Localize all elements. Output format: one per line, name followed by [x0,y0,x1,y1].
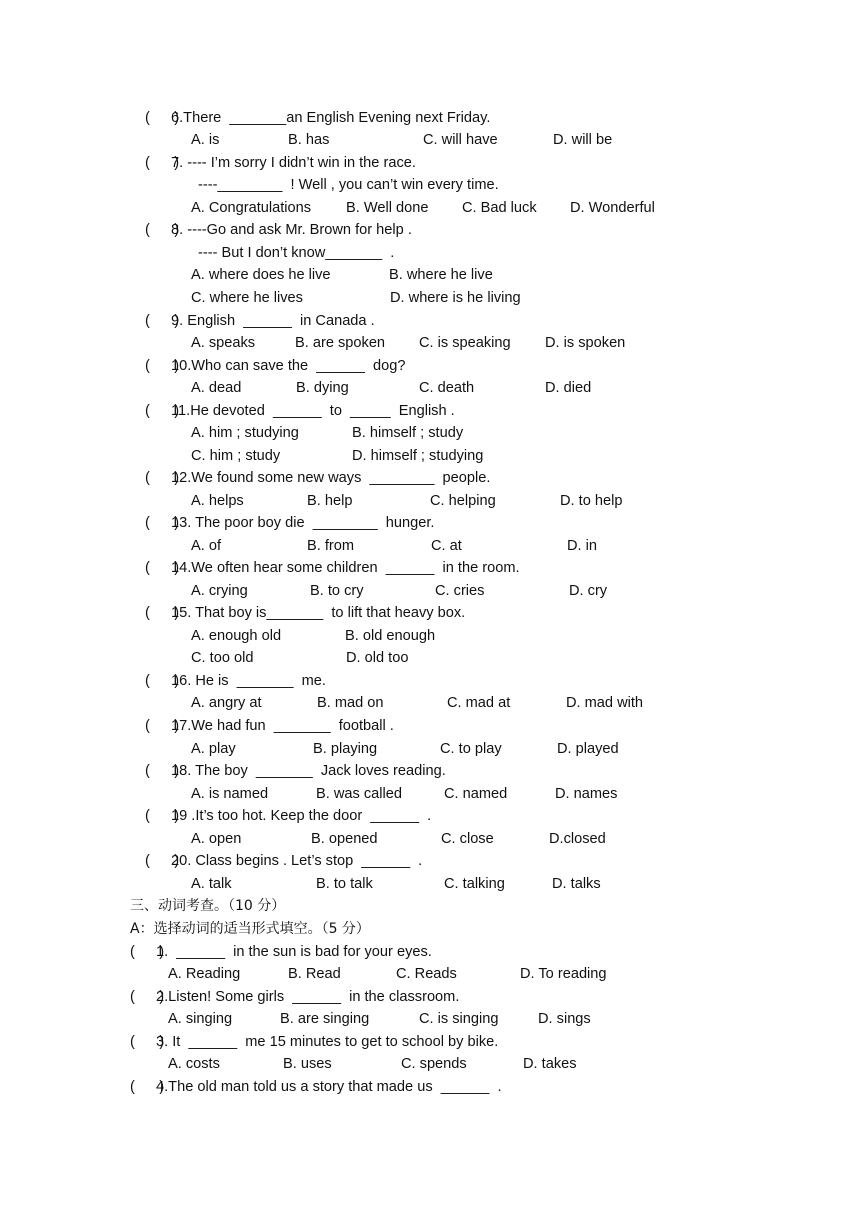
option-c: C. Reads [396,966,457,982]
section-3-part-a-heading: A：选择动词的适当形式填空。（5 分） [130,921,370,937]
answer-bracket[interactable]: ( ) [145,313,180,329]
question-6-options [0,129,613,151]
question-text: 20. Class begins . Let’s stop ______ . [171,853,423,869]
answer-bracket[interactable]: ( ) [145,222,180,238]
option-b: B. was called [316,786,402,802]
option-c: C. too old [191,650,254,666]
option-a: A. of [191,538,222,554]
option-b: B. are spoken [295,335,386,351]
question-7-options [0,197,655,219]
answer-bracket[interactable]: ( ) [130,1034,165,1050]
option-d: D. talks [552,876,601,892]
option-b: B. Read [288,966,341,982]
option-b: B. himself ; study [352,425,464,441]
option-d: D. to help [560,493,623,509]
question-8-options-row1 [0,264,493,286]
option-a: A. dead [191,380,242,396]
question-text: 11.He devoted ______ to _____ English . [171,403,455,419]
option-c: C. is singing [419,1011,499,1027]
question-15 [145,602,466,624]
question-8-options-row2 [0,287,521,309]
question-16 [145,670,326,692]
option-b: B. uses [283,1056,332,1072]
option-b: B. to cry [310,583,364,599]
question-10 [145,355,406,377]
option-c: C. talking [444,876,505,892]
option-a: A. Reading [168,966,241,982]
option-a: A. costs [168,1056,220,1072]
question-7 [145,152,416,174]
option-d: D. will be [553,132,613,148]
option-d: D.closed [549,831,606,847]
option-a: A. open [191,831,242,847]
question-text: 18. The boy _______ Jack loves reading. [171,763,446,779]
option-c: C. close [441,831,494,847]
option-c: C. helping [430,493,496,509]
answer-bracket[interactable]: ( ) [145,560,180,576]
answer-bracket[interactable]: ( ) [145,673,180,689]
option-c: C. where he lives [191,290,303,306]
question-text: 13. The poor boy die ________ hunger. [171,515,435,531]
question-8-dialogue: ---- But I don’t know_______ . [198,245,395,261]
answer-bracket[interactable]: ( ) [145,853,180,869]
answer-bracket[interactable]: ( ) [145,515,180,531]
section-3-heading: 三、动词考查。（10 分） [130,898,286,914]
answer-bracket[interactable]: ( ) [145,470,180,486]
question-7-dialogue: ----________ ! Well , you can’t win every time. [198,177,499,193]
answer-bracket[interactable]: ( ) [145,358,180,374]
answer-bracket[interactable]: ( ) [145,403,180,419]
question-12-options [0,490,623,512]
option-d: D. sings [538,1011,591,1027]
question-19 [145,805,432,827]
option-b: B. where he live [389,267,493,283]
option-c: C. at [431,538,462,554]
option-a: A. where does he live [191,267,331,283]
question-17-options [0,738,619,760]
option-d: D. is spoken [545,335,626,351]
option-c: C. death [419,380,475,396]
question-9 [145,310,375,332]
question-13 [145,512,435,534]
question-13-options [0,535,598,557]
question-text: 6.There _______an English Evening next Friday. [171,110,491,126]
option-b: B. to talk [316,876,373,892]
option-d: D. in [567,538,598,554]
section-3-question-2-options [0,1008,591,1030]
question-18-options [0,783,618,805]
option-c: C. cries [435,583,485,599]
answer-bracket[interactable]: ( ) [145,808,180,824]
option-a: A. enough old [191,628,282,644]
section-3-question-3 [130,1031,499,1053]
option-a: A. singing [168,1011,233,1027]
answer-bracket[interactable]: ( ) [130,989,165,1005]
question-text: 16. He is _______ me. [171,673,326,689]
answer-bracket[interactable]: ( ) [145,763,180,779]
question-6 [145,107,491,129]
question-9-options [0,332,626,354]
option-b: B. opened [311,831,378,847]
option-d: D. Wonderful [570,200,655,216]
option-b: B. has [288,132,330,148]
question-11 [145,400,455,422]
question-18 [145,760,446,782]
option-c: C. spends [401,1056,467,1072]
question-text: 1. ______ in the sun is bad for your eyes. [156,944,432,960]
option-b: B. mad on [317,695,384,711]
option-a: A. Congratulations [191,200,312,216]
question-15-options-row2 [0,647,409,669]
section-3-question-1 [130,941,432,963]
option-d: D. To reading [520,966,607,982]
option-b: B. help [307,493,353,509]
section-3-question-2 [130,986,460,1008]
question-17 [145,715,394,737]
option-a: A. talk [191,876,232,892]
option-a: A. helps [191,493,244,509]
option-c: C. is speaking [419,335,511,351]
question-16-options [0,692,644,714]
question-text: 17.We had fun _______ football . [171,718,394,734]
option-c: C. will have [423,132,498,148]
option-a: A. angry at [191,695,262,711]
option-a: A. is named [191,786,269,802]
option-a: A. play [191,741,236,757]
option-c: C. to play [440,741,502,757]
option-c: C. Bad luck [462,200,537,216]
question-11-options-row1 [0,422,464,444]
question-19-options [0,828,606,850]
answer-bracket[interactable]: ( ) [145,155,180,171]
option-b: B. old enough [345,628,436,644]
option-b: B. Well done [346,200,429,216]
question-10-options [0,377,592,399]
question-14-options [0,580,608,602]
option-d: D. played [557,741,619,757]
question-text: 8. ----Go and ask Mr. Brown for help . [171,222,412,238]
option-a: A. crying [191,583,248,599]
question-text: 15. That boy is_______ to lift that heavy box. [171,605,466,621]
option-c: C. him ; study [191,448,281,464]
option-d: D. names [555,786,618,802]
option-d: D. cry [569,583,608,599]
answer-bracket[interactable]: ( ) [130,944,165,960]
question-text: 7. ---- I’m sorry I didn’t win in the race. [171,155,416,171]
question-8 [145,219,412,241]
question-12 [145,467,491,489]
option-a: A. is [191,132,220,148]
option-d: D. where is he living [390,290,521,306]
question-text: 10.Who can save the ______ dog? [171,358,406,374]
option-c: C. mad at [447,695,511,711]
question-text: 3. It ______ me 15 minutes to get to school by bike. [156,1034,499,1050]
option-d: D. mad with [566,695,644,711]
question-20-options [0,873,601,895]
section-3-question-3-options [0,1053,577,1075]
option-b: B. are singing [280,1011,370,1027]
question-text: 2.Listen! Some girls ______ in the classroom. [156,989,460,1005]
answer-bracket[interactable]: ( ) [130,1079,165,1095]
option-b: B. from [307,538,355,554]
question-text: 14.We often hear some children ______ in the room. [171,560,520,576]
option-d: D. old too [346,650,409,666]
question-20 [145,850,423,872]
answer-bracket[interactable]: ( ) [145,605,180,621]
question-15-options-row1 [0,625,436,647]
option-b: B. playing [313,741,378,757]
question-text: 4.The old man told us a story that made us ______ . [156,1079,502,1095]
section-3-question-1-options [0,963,607,985]
option-d: D. takes [523,1056,577,1072]
option-a: A. speaks [191,335,256,351]
option-d: D. himself ; studying [352,448,484,464]
question-14 [145,557,520,579]
option-a: A. him ; studying [191,425,299,441]
section-3-question-4 [130,1076,502,1098]
question-11-options-row2 [0,445,484,467]
answer-bracket[interactable]: ( ) [145,718,180,734]
answer-bracket[interactable]: ( ) [145,110,180,126]
option-c: C. named [444,786,508,802]
option-b: B. dying [296,380,349,396]
question-text: 9. English ______ in Canada . [171,313,375,329]
question-text: 19 .It’s too hot. Keep the door ______ . [171,808,432,824]
question-text: 12.We found some new ways ________ people. [171,470,491,486]
option-d: D. died [545,380,592,396]
